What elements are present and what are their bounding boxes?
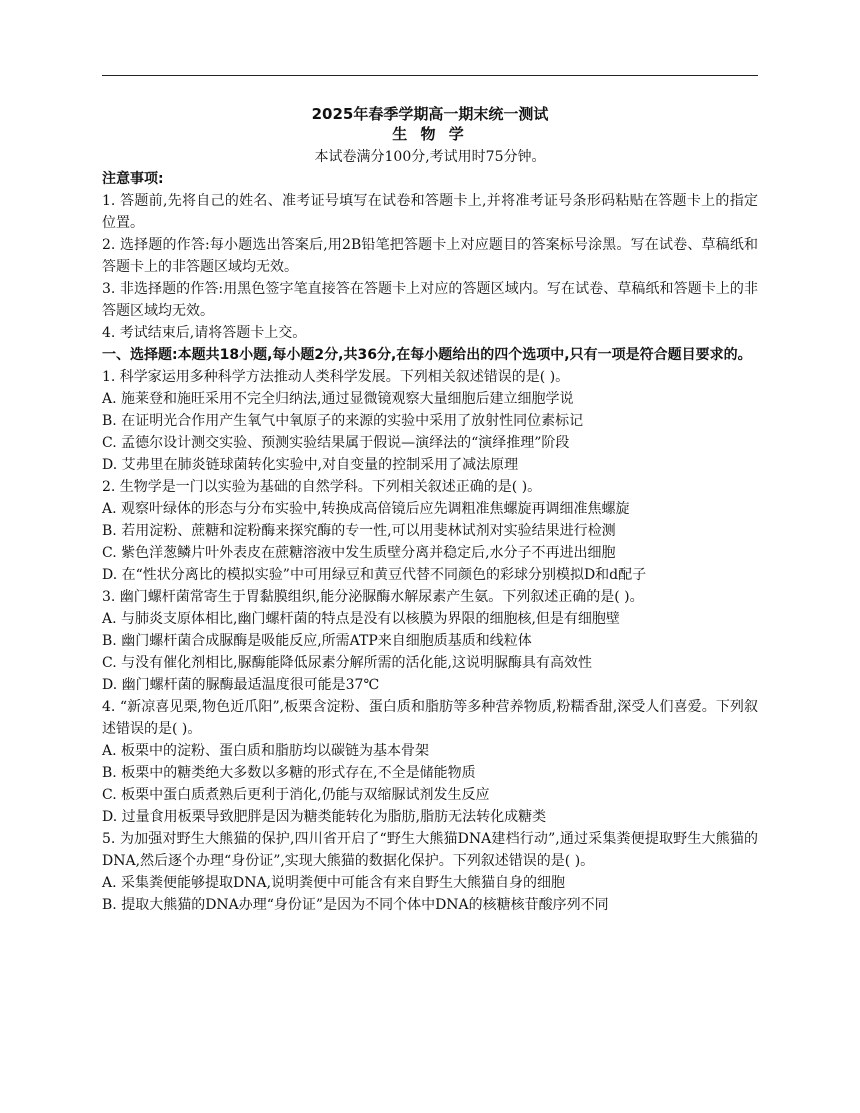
question-stem: 2. 生物学是一门以实验为基础的自然学科。下列相关叙述正确的是( )。 xyxy=(102,479,542,495)
option-d: D. 幽门螺杆菌的脲酶最适温度很可能是37℃ xyxy=(102,677,380,693)
option-a: A. 观察叶绿体的形态与分布实验中,转换成高倍镜后应先调粗准焦螺旋再调细准焦螺旋 xyxy=(102,501,630,517)
question-stem: 4. “新凉喜见栗,物色近爪阳”,板栗含淀粉、蛋白质和脂肪等多种营养物质,粉糯香甜,深受人们喜爱。下列叙述错误的是( )。 xyxy=(102,699,758,737)
option-b: B. 板栗中的糖类绝大多数以多糖的形式存在,不全是储能物质 xyxy=(102,765,476,781)
option-d: D. 在“性状分离比的模拟实验”中可用绿豆和黄豆代替不同颜色的彩球分别模拟D和d配子 xyxy=(102,567,647,583)
notice-item: 4. 考试结束后,请将答题卡上交。 xyxy=(102,325,307,341)
subject-title: 生 物 学 xyxy=(392,125,468,143)
option-d: D. 过量食用板栗导致肥胖是因为糖类能转化为脂肪,脂肪无法转化成糖类 xyxy=(102,809,547,825)
question-1 xyxy=(102,366,758,476)
option-b: B. 若用淀粉、蔗糖和淀粉酶来探究酶的专一性,可以用斐林试剂对实验结果进行检测 xyxy=(102,523,616,539)
option-b: B. 在证明光合作用产生氧气中氧原子的来源的实验中采用了放射性同位素标记 xyxy=(102,413,584,429)
exam-title: 2025年春季学期高一期末统一测试 xyxy=(311,105,549,123)
option-c: C. 板栗中蛋白质煮熟后更利于消化,仍能与双缩脲试剂发生反应 xyxy=(102,787,490,803)
option-a: A. 采集粪便能够提取DNA,说明粪便中可能含有来自野生大熊猫自身的细胞 xyxy=(102,875,566,891)
option-d: D. 艾弗里在肺炎链球菌转化实验中,对自变量的控制采用了减法原理 xyxy=(102,457,519,473)
question-5 xyxy=(102,828,758,916)
question-stem: 3. 幽门螺杆菌常寄生于胃黏膜组织,能分泌脲酶水解尿素产生氨。下列叙述正确的是( )。 xyxy=(102,589,644,605)
option-a: A. 施莱登和施旺采用不完全归纳法,通过显微镜观察大量细胞后建立细胞学说 xyxy=(102,391,574,407)
notice-item: 3. 非选择题的作答:用黑色签字笔直接答在答题卡上对应的答题区域内。写在试卷、草稿纸和答题卡上的非答题区域均无效。 xyxy=(102,281,758,319)
question-3 xyxy=(102,586,758,696)
notice-heading: 注意事项: xyxy=(102,171,164,187)
exam-meta: 本试卷满分100分,考试用时75分钟。 xyxy=(314,149,546,165)
section-heading: 一、选择题:本题共18小题,每小题2分,共36分,在每小题给出的四个选项中,只有一项是符合题目要求的。 xyxy=(102,347,752,363)
option-b: B. 提取大熊猫的DNA办理“身份证”是因为不同个体中DNA的核糖核苷酸序列不同 xyxy=(102,897,609,913)
option-b: B. 幽门螺杆菌合成脲酶是吸能反应,所需ATP来自细胞质基质和线粒体 xyxy=(102,633,532,649)
option-c: C. 紫色洋葱鳞片叶外表皮在蔗糖溶液中发生质壁分离并稳定后,水分子不再进出细胞 xyxy=(102,545,616,561)
question-2 xyxy=(102,476,758,586)
exam-page xyxy=(102,100,758,916)
option-a: A. 板栗中的淀粉、蛋白质和脂肪均以碳链为基本骨架 xyxy=(102,743,430,759)
notice-item: 2. 选择题的作答:每小题选出答案后,用2B铅笔把答题卡上对应题目的答案标号涂黑。写在试卷、草稿纸和答题卡上的非答题区域均无效。 xyxy=(102,237,758,275)
option-a: A. 与肺炎支原体相比,幽门螺杆菌的特点是没有以核膜为界限的细胞核,但是有细胞壁 xyxy=(102,611,620,627)
option-c: C. 与没有催化剂相比,脲酶能降低尿素分解所需的活化能,这说明脲酶具有高效性 xyxy=(102,655,593,671)
header-rule xyxy=(102,75,758,76)
option-c: C. 孟德尔设计测交实验、预测实验结果属于假说—演绎法的“演绎推理”阶段 xyxy=(102,435,570,451)
question-4 xyxy=(102,696,758,828)
question-stem: 1. 科学家运用多种科学方法推动人类科学发展。下列相关叙述错误的是( )。 xyxy=(102,369,570,385)
notice-item: 1. 答题前,先将自己的姓名、准考证号填写在试卷和答题卡上,并将准考证号条形码粘贴在答题卡上的指定位置。 xyxy=(102,193,758,231)
question-stem: 5. 为加强对野生大熊猫的保护,四川省开启了“野生大熊猫DNA建档行动”,通过采集粪便提取野生大熊猫的DNA,然后逐个办理“身份证”,实现大熊猫的数据化保护。下列叙述错误的是( )。 xyxy=(102,831,758,869)
